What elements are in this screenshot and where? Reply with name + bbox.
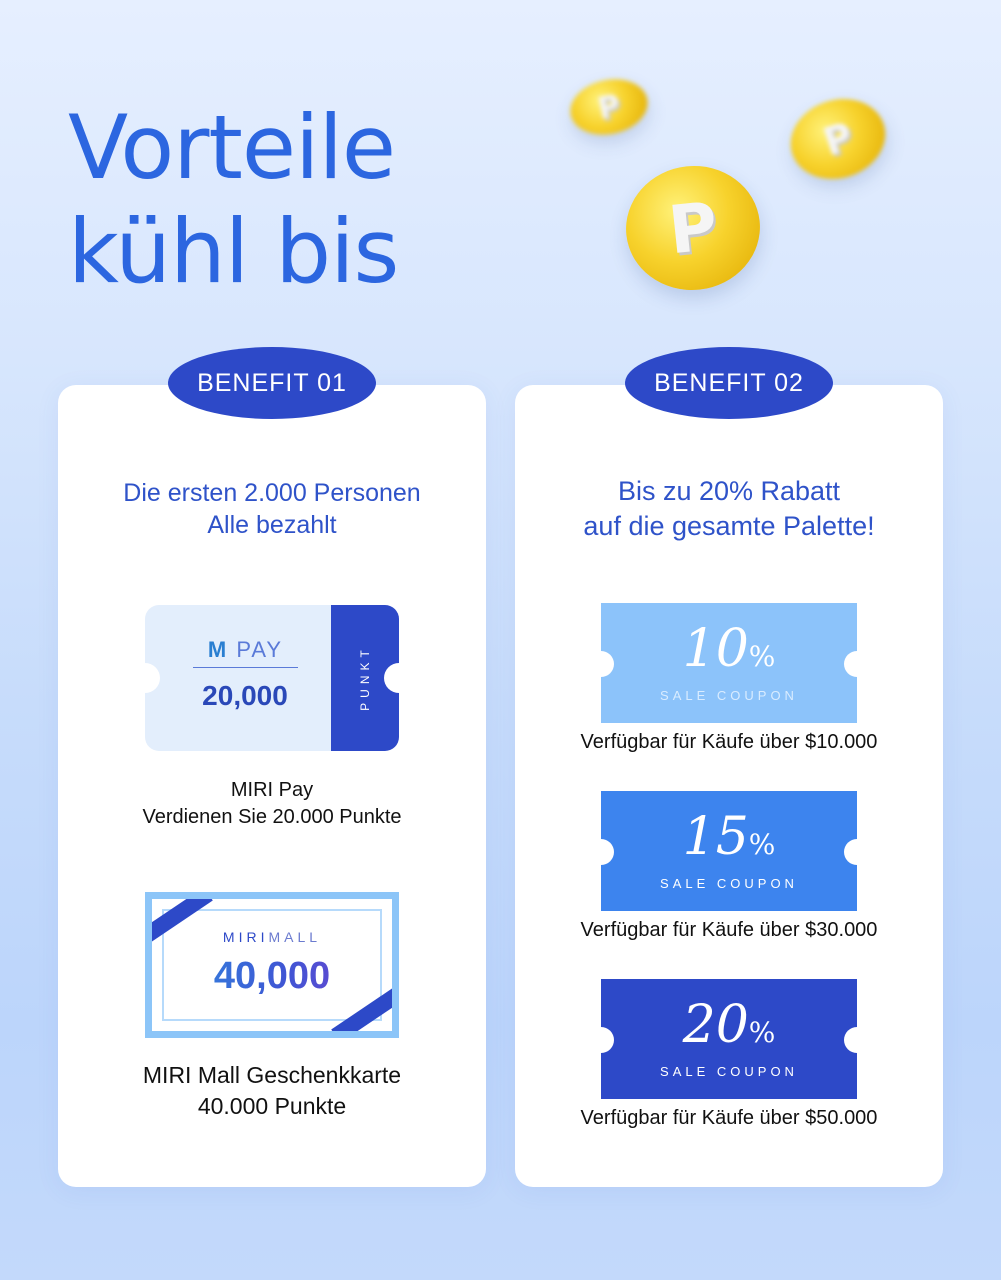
coupon-condition: Verfügbar für Käufe über $30.000 (580, 919, 878, 941)
benefit-01-title (58, 477, 486, 541)
headline-line-1: Vorteile (68, 96, 396, 199)
mpay-caption-line-1: MIRI Pay (230, 779, 314, 801)
mirimall-gift-card (145, 892, 399, 1038)
mirimall-logo-part-2: MALL (268, 929, 322, 945)
ticket-stub-label: PUNKT (357, 645, 372, 711)
coupon-value: 15 (682, 807, 749, 867)
benefit-02-title (515, 474, 943, 544)
coin-symbol: P (594, 87, 624, 127)
percent-sign: % (748, 828, 776, 861)
mpay-logo (193, 637, 298, 668)
coupon-value: 10 (682, 619, 749, 679)
gift-card-amount: 40,000 (152, 955, 392, 998)
coupon-percent (601, 993, 857, 1065)
page-headline (68, 96, 398, 304)
percent-sign: % (748, 640, 776, 673)
ticket-stub-label-wrap (331, 605, 399, 751)
coupon-percent (601, 617, 857, 689)
benefit-02-badge: BENEFIT 02 (625, 347, 833, 419)
percent-sign: % (748, 1016, 776, 1049)
mall-caption-line-2: 40.000 Punkte (197, 1093, 347, 1119)
coupon-tag: SALE COUPON (660, 876, 798, 891)
sale-coupon-20 (601, 979, 857, 1099)
headline-line-2: kühl bis (68, 200, 399, 303)
mpay-caption-line-2: Verdienen Sie 20.000 Punkte (142, 806, 402, 828)
mirimall-logo (152, 929, 392, 945)
mpay-logo-m: M (207, 637, 229, 662)
coupon-tag: SALE COUPON (660, 688, 798, 703)
coupon-value: 20 (682, 995, 749, 1055)
coin-symbol: P (664, 187, 722, 269)
sale-coupon-15 (601, 791, 857, 911)
point-coin-icon (565, 72, 653, 141)
coin-symbol: P (817, 113, 859, 165)
benefit-card-01 (58, 385, 486, 1187)
point-coin-icon (780, 87, 895, 191)
mall-caption (58, 1060, 486, 1122)
mirimall-logo-part-1: MIRI (222, 929, 269, 945)
benefit-01-title-line-2: Alle bezahlt (207, 511, 337, 539)
mpay-point-ticket (145, 605, 399, 751)
benefit-01-title-line-1: Die ersten 2.000 Personen (123, 479, 421, 507)
sale-coupon-10 (601, 603, 857, 723)
mpay-amount: 20,000 (202, 680, 288, 711)
ticket-body (145, 605, 331, 751)
benefit-02-title-line-1: Bis zu 20% Rabatt (617, 476, 841, 506)
mpay-caption (58, 777, 486, 831)
coupon-condition: Verfügbar für Käufe über $50.000 (580, 1107, 878, 1129)
point-coin-icon (620, 159, 766, 296)
mall-caption-line-1: MIRI Mall Geschenkkarte (142, 1062, 402, 1088)
benefit-card-02 (515, 385, 943, 1187)
coupon-condition: Verfügbar für Käufe über $10.000 (580, 731, 878, 753)
ticket-notch (130, 663, 160, 693)
benefit-01-badge: BENEFIT 01 (168, 347, 376, 419)
coupon-percent (601, 805, 857, 877)
benefit-02-title-line-2: auf die gesamte Palette! (583, 511, 875, 541)
mpay-logo-text: PAY (228, 637, 284, 662)
coupon-tag: SALE COUPON (660, 1064, 798, 1079)
